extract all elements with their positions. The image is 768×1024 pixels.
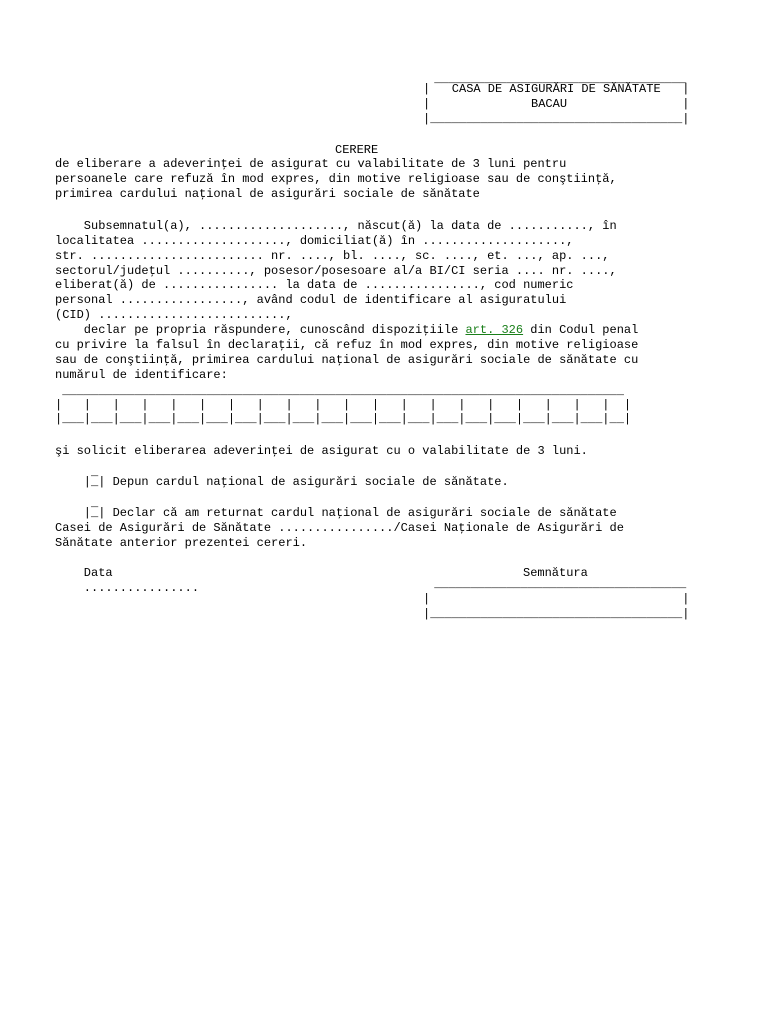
body-line: str. ........................ nr. ...., bl. ...., sc. ...., et. ..., ap. ...,	[55, 249, 610, 263]
option1-checkbox-top: _	[55, 465, 99, 479]
date-label: Data	[55, 566, 113, 580]
header-box-top: ___________________________________	[427, 72, 687, 86]
body-line: Subsemnatul(a), ...................., născut(ă) la data de ..........., în	[55, 219, 617, 233]
subtitle-line: persoanele care refuză în mod expres, din motive religioase sau de conştiinţă,	[55, 172, 617, 186]
option2-line: Casei de Asigurări de Sănătate ................/Casei Naţionale de Asigurări de	[55, 521, 624, 535]
id-grid-bottom: |___|___|___|___|___|___|___|___|___|___|___|___|___|___|___|___|___|___|___|__|	[55, 412, 632, 426]
header-box-line1: | CASA DE ASIGURĂRI DE SĂNĂTATE |	[423, 82, 690, 96]
signature-label: Semnătura	[523, 566, 588, 580]
header-box-bottom: |___________________________________|	[423, 112, 690, 126]
declaration-line: sau de conştiinţă, primirea cardului naţional de asigurări sociale de sănătate cu	[55, 353, 639, 367]
header-box-line2: | BACAU |	[423, 97, 690, 111]
subtitle-line: primirea cardului naţional de asigurări sociale de sănătate	[55, 187, 480, 201]
id-grid-cells[interactable]: | | | | | | | | | | | | | | | | | | | | |	[55, 398, 632, 412]
option2-line: Sănătate anterior prezentei cereri.	[55, 536, 308, 550]
body-line: personal ................., având codul de identificare al asiguratului	[55, 293, 567, 307]
request-text: şi solicit eliberarea adeverinţei de asigurat cu o valabilitate de 3 luni.	[55, 444, 588, 458]
body-line: localitatea ...................., domiciliat(ă) în ....................,	[55, 234, 574, 248]
date-field[interactable]: ................	[55, 581, 200, 595]
declaration-text: declar pe propria răspundere, cunoscând dispoziţiile	[55, 323, 466, 337]
body-line: sectorul/judeţul .........., posesor/posesoare al/a BI/CI seria .... nr. ....,	[55, 264, 617, 278]
body-line: eliberat(ă) de ................ la data de ................, cod numeric	[55, 278, 574, 292]
declaration-line	[55, 323, 638, 338]
option2-checkbox[interactable]: |_| Declar că am returnat cardul naţional de asigurări sociale de sănătate	[55, 506, 617, 520]
declaration-line: cu privire la falsul în declaraţii, că refuz în mod expres, din motive religioase	[55, 338, 639, 352]
id-grid-top: ______________________________________________________________________________	[55, 384, 624, 398]
option1-checkbox[interactable]: |_| Depun cardul naţional de asigurări sociale de sănătate.	[55, 475, 509, 489]
subtitle-line: de eliberare a adeverinţei de asigurat cu valabilitate de 3 luni pentru	[55, 157, 567, 171]
declaration-line: numărul de identificare:	[55, 368, 228, 382]
option2-checkbox-top: _	[55, 496, 99, 510]
article-link[interactable]: art. 326	[465, 323, 524, 337]
declaration-text: din Codul penal	[523, 323, 639, 337]
signature-box-bottom: |___________________________________|	[423, 607, 690, 621]
signature-box-top: ___________________________________	[427, 577, 687, 591]
signature-box-field[interactable]: | |	[423, 592, 690, 606]
body-line: (CID) ..........................,	[55, 308, 293, 322]
document-title: CERERE	[335, 143, 379, 157]
